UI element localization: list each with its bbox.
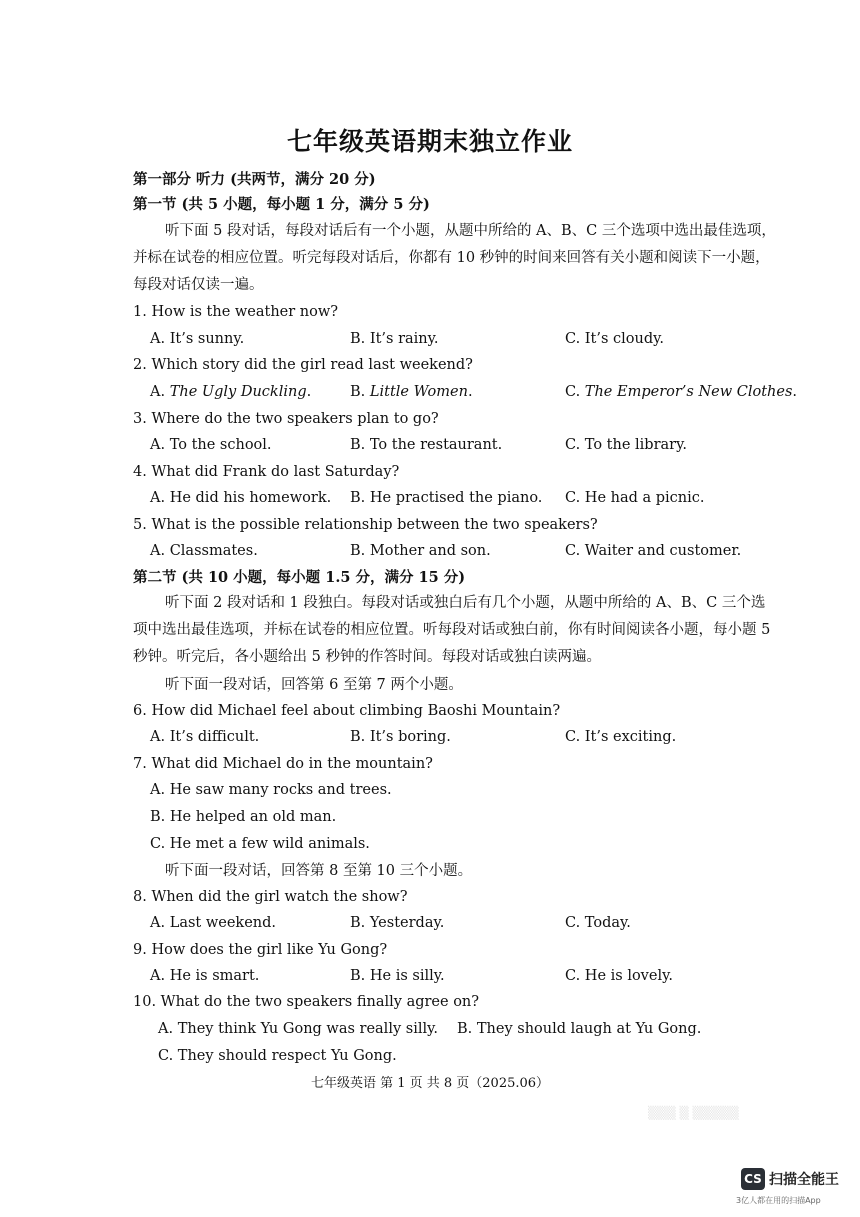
question-1: 1. How is the weather now? — [133, 304, 339, 320]
options-q4 — [150, 488, 770, 508]
camscanner-logo-icon: CS — [741, 1168, 765, 1190]
option-b: B. He practised the piano. — [350, 490, 543, 506]
option-b: B. It’s rainy. — [350, 331, 439, 347]
option-c: C. Waiter and customer. — [565, 543, 742, 559]
option-a: A. They think Yu Gong was really silly. — [158, 1021, 438, 1037]
option-c-prefix: C. — [565, 384, 585, 400]
options-q3 — [150, 435, 770, 455]
option-a: A. To the school. — [150, 437, 272, 453]
option-b: B. Little Women. — [350, 384, 473, 400]
option-a-prefix: A. — [150, 384, 170, 400]
dialog-instruction-6-7: 听下面一段对话，回答第 6 至第 7 两个小题。 — [165, 677, 463, 693]
scanner-app-name: 扫描全能王 — [769, 1172, 839, 1188]
options-q1 — [150, 329, 770, 349]
option-b: B. He helped an old man. — [150, 809, 337, 825]
option-c: C. The Emperor’s New Clothes. — [565, 384, 797, 400]
section1-instructions: 听下面 5 段对话，每段对话后有一个小题，从题中所给的 A、B、C 三个选项中选出最佳选项，并标在试卷的相应位置。听完每段对话后，你都有 10 秒钟的时间来回答有关小题和阅读下一小题，每段对话仅读一遍。 — [133, 223, 776, 293]
question-8: 8. When did the girl watch the show? — [133, 889, 408, 905]
option-a: A. Classmates. — [150, 543, 258, 559]
option-a: A. The Ugly Duckling. — [150, 384, 312, 400]
option-b: B. He is silly. — [350, 968, 445, 984]
section1-heading: 第一节 (共 5 小题，每小题 1 分，满分 5 分) — [133, 196, 430, 213]
page-footer: 七年级英语 第 1 页 共 8 页（2025.06） — [310, 1076, 550, 1091]
option-a: A. He saw many rocks and trees. — [150, 782, 392, 798]
section2-instructions: 听下面 2 段对话和 1 段独白。每段对话或独白后有几个小题，从题中所给的 A、B、C 三个选项中选出最佳选项，并标在试卷的相应位置。听每段对话或独白前，你有时间阅读各小题，每小题 5 秒钟。听完后，各小题给出 5 秒钟的作答时间。每段对话或独白读两遍。 — [133, 595, 771, 665]
option-c: C. It’s exciting. — [565, 729, 677, 745]
option-b: B. To the restaurant. — [350, 437, 503, 453]
page-title: 七年级英语期末独立作业 — [286, 127, 573, 156]
option-b: B. They should laugh at Yu Gong. — [457, 1021, 702, 1037]
question-6: 6. How did Michael feel about climbing Baoshi Mountain? — [133, 703, 561, 719]
options-q6 — [150, 727, 770, 747]
option-c: C. He is lovely. — [565, 968, 673, 984]
option-c: C. It’s cloudy. — [565, 331, 664, 347]
options-q5 — [150, 541, 770, 561]
option-a: A. It’s difficult. — [150, 729, 260, 745]
option-a: A. He is smart. — [150, 968, 260, 984]
option-c: C. He met a few wild animals. — [150, 836, 370, 852]
question-5: 5. What is the possible relationship between the two speakers? — [133, 517, 598, 533]
option-b: B. Yesterday. — [350, 915, 445, 931]
faint-scan-mark: ▒▒▒ ▒ ▒▒▒▒▒ — [648, 1106, 739, 1120]
question-9: 9. How does the girl like Yu Gong? — [133, 942, 388, 958]
section2-heading: 第二节 (共 10 小题，每小题 1.5 分，满分 15 分) — [133, 569, 466, 586]
dialog-instruction-8-10: 听下面一段对话，回答第 8 至第 10 三个小题。 — [165, 863, 473, 879]
question-2: 2. Which story did the girl read last weekend? — [133, 357, 473, 373]
question-4: 4. What did Frank do last Saturday? — [133, 464, 400, 480]
option-a: A. It’s sunny. — [150, 331, 245, 347]
option-b: B. It’s boring. — [350, 729, 451, 745]
part1-heading: 第一部分 听力 (共两节，满分 20 分) — [133, 171, 376, 188]
options-q8 — [150, 913, 770, 933]
option-a: A. Last weekend. — [150, 915, 277, 931]
option-c-title: The Emperor’s New Clothes — [584, 384, 793, 400]
question-7: 7. What did Michael do in the mountain? — [133, 756, 433, 772]
options-q2 — [150, 382, 797, 402]
option-b-title: Little Women — [369, 384, 468, 400]
option-c: C. He had a picnic. — [565, 490, 705, 506]
options-q9 — [150, 966, 770, 986]
scanner-tagline: 3亿人都在用的扫描App — [736, 1196, 821, 1205]
question-10: 10. What do the two speakers finally agree on? — [133, 994, 480, 1010]
option-b: B. Mother and son. — [350, 543, 491, 559]
option-a-title: The Ugly Duckling — [169, 384, 307, 400]
option-c: C. They should respect Yu Gong. — [158, 1048, 397, 1064]
option-a: A. He did his homework. — [150, 490, 332, 506]
question-3: 3. Where do the two speakers plan to go? — [133, 411, 439, 427]
option-b-prefix: B. — [350, 384, 370, 400]
option-c: C. Today. — [565, 915, 631, 931]
option-c: C. To the library. — [565, 437, 687, 453]
